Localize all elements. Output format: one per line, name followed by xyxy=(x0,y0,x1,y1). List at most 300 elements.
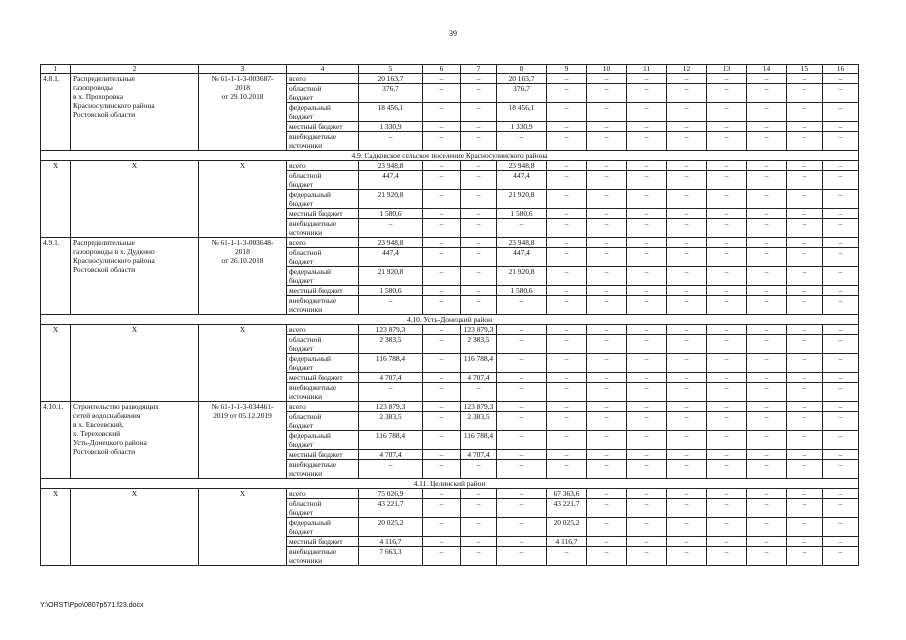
value-cell: – xyxy=(747,499,787,518)
funding-source-line: местный бюджет xyxy=(289,209,343,218)
document-reference-line: № 61-1-1-3-034461- xyxy=(211,402,274,411)
value-cell: – xyxy=(587,161,627,171)
value-cell: – xyxy=(587,219,627,238)
funding-source-line: источники xyxy=(289,469,323,478)
value-cell: – xyxy=(747,161,787,171)
funding-source xyxy=(287,209,359,219)
value-cell: – xyxy=(747,431,787,450)
value-cell: – xyxy=(587,209,627,219)
value-cell: – xyxy=(667,412,707,431)
funding-source-line: всего xyxy=(289,489,306,498)
funding-source xyxy=(287,537,359,547)
object-name xyxy=(71,161,199,238)
value-cell: 4 707,4 xyxy=(461,450,497,460)
value-cell: 376,7 xyxy=(497,84,547,103)
value-cell: – xyxy=(423,238,461,248)
value-cell: 4 707,4 xyxy=(461,373,497,383)
value-cell: – xyxy=(747,84,787,103)
value-cell: 1 330,9 xyxy=(497,122,547,132)
item-number: 4.10.1. xyxy=(41,402,71,479)
value-cell: – xyxy=(667,238,707,248)
value-cell: – xyxy=(707,489,747,499)
value-cell: – xyxy=(587,132,627,151)
value-cell: – xyxy=(787,537,823,547)
value-cell: – xyxy=(497,499,547,518)
value-cell: 18 456,1 xyxy=(359,103,423,122)
funding-source-line: местный бюджет xyxy=(289,122,343,131)
funding-source xyxy=(287,460,359,479)
value-cell: – xyxy=(497,431,547,450)
value-cell: – xyxy=(497,460,547,479)
value-cell: – xyxy=(823,296,859,315)
value-cell: – xyxy=(359,132,423,151)
value-cell: – xyxy=(667,373,707,383)
value-cell: – xyxy=(627,373,667,383)
value-cell: – xyxy=(707,286,747,296)
value-cell: – xyxy=(359,383,423,402)
value-cell: – xyxy=(359,460,423,479)
value-cell: – xyxy=(787,412,823,431)
value-cell: – xyxy=(587,325,627,335)
value-cell: – xyxy=(627,171,667,190)
value-cell: – xyxy=(707,412,747,431)
value-cell: – xyxy=(497,518,547,537)
file-path-footer: Y:\ORST\Ppo\0807p571.f23.docx xyxy=(40,602,144,609)
document-reference-line: X xyxy=(239,161,246,170)
value-cell: – xyxy=(497,412,547,431)
value-cell: – xyxy=(667,354,707,373)
value-cell: 21 920,8 xyxy=(359,190,423,209)
value-cell: – xyxy=(747,190,787,209)
value-cell: – xyxy=(707,84,747,103)
object-name xyxy=(71,325,199,402)
object-name-line: газопроводы в х. Дудкино xyxy=(73,247,155,256)
value-cell: – xyxy=(707,122,747,132)
value-cell: 1 580,6 xyxy=(359,286,423,296)
value-cell: – xyxy=(747,450,787,460)
table-body xyxy=(41,65,859,566)
value-cell: – xyxy=(787,518,823,537)
funding-source xyxy=(287,373,359,383)
value-cell: – xyxy=(423,383,461,402)
document-reference-line: от 29.10.2018 xyxy=(221,92,264,101)
value-cell: – xyxy=(667,489,707,499)
value-cell: – xyxy=(497,383,547,402)
value-cell: – xyxy=(627,103,667,122)
value-cell: – xyxy=(787,132,823,151)
value-cell: – xyxy=(787,499,823,518)
funding-source-line: местный бюджет xyxy=(289,373,343,382)
value-cell: – xyxy=(423,499,461,518)
item-number: 4.8.1. xyxy=(41,74,71,151)
value-cell: – xyxy=(787,354,823,373)
value-cell: – xyxy=(707,383,747,402)
funding-source-line: всего xyxy=(289,402,306,411)
value-cell: 21 920,8 xyxy=(497,190,547,209)
value-cell: – xyxy=(707,431,747,450)
value-cell: – xyxy=(823,219,859,238)
value-cell: – xyxy=(547,412,587,431)
value-cell: – xyxy=(423,248,461,267)
value-cell: – xyxy=(823,84,859,103)
value-cell: – xyxy=(423,354,461,373)
value-cell: – xyxy=(587,74,627,84)
value-cell: – xyxy=(587,547,627,566)
page-number: 39 xyxy=(449,29,457,38)
value-cell: – xyxy=(587,122,627,132)
value-cell: – xyxy=(497,335,547,354)
value-cell: – xyxy=(587,296,627,315)
value-cell: – xyxy=(747,286,787,296)
value-cell: – xyxy=(747,209,787,219)
value-cell: – xyxy=(587,286,627,296)
object-name-line: в х. Прохоровка xyxy=(73,92,124,101)
value-cell: – xyxy=(587,499,627,518)
value-cell: – xyxy=(707,171,747,190)
value-cell: 21 920,8 xyxy=(359,267,423,286)
table-row xyxy=(41,74,859,84)
value-cell: – xyxy=(823,267,859,286)
value-cell: 21 920,8 xyxy=(497,267,547,286)
value-cell: – xyxy=(587,412,627,431)
funding-source-line: бюджет xyxy=(289,180,314,189)
value-cell: – xyxy=(497,325,547,335)
value-cell: – xyxy=(787,209,823,219)
value-cell: – xyxy=(747,402,787,412)
value-cell: – xyxy=(587,402,627,412)
object-name-line: Строительство разводящих xyxy=(73,402,159,411)
value-cell: – xyxy=(423,267,461,286)
value-cell: – xyxy=(823,412,859,431)
value-cell: – xyxy=(787,296,823,315)
value-cell: – xyxy=(707,460,747,479)
value-cell: – xyxy=(667,383,707,402)
value-cell: – xyxy=(627,161,667,171)
value-cell: – xyxy=(627,335,667,354)
funding-source-line: областной xyxy=(289,499,322,508)
value-cell: – xyxy=(461,74,497,84)
value-cell: – xyxy=(787,248,823,267)
value-cell: – xyxy=(667,431,707,450)
object-name-line: X xyxy=(131,325,138,334)
value-cell: – xyxy=(787,402,823,412)
value-cell: – xyxy=(423,450,461,460)
funding-source-line: местный бюджет xyxy=(289,450,343,459)
value-cell: – xyxy=(587,460,627,479)
value-cell: – xyxy=(423,460,461,479)
value-cell: – xyxy=(423,132,461,151)
value-cell: – xyxy=(747,248,787,267)
value-cell: – xyxy=(787,460,823,479)
value-cell: – xyxy=(707,248,747,267)
funding-source-line: областной xyxy=(289,335,322,344)
value-cell: – xyxy=(747,547,787,566)
funding-source xyxy=(287,431,359,450)
value-cell: – xyxy=(423,296,461,315)
value-cell: – xyxy=(823,161,859,171)
value-cell: 2 383,5 xyxy=(359,335,423,354)
object-name-line: Красносулинского района xyxy=(73,101,155,110)
section-header-row xyxy=(41,479,859,489)
value-cell: – xyxy=(667,267,707,286)
value-cell: – xyxy=(707,161,747,171)
value-cell: – xyxy=(547,238,587,248)
value-cell: – xyxy=(707,450,747,460)
value-cell: – xyxy=(587,354,627,373)
investment-table xyxy=(40,64,859,566)
value-cell: – xyxy=(461,286,497,296)
value-cell: – xyxy=(787,190,823,209)
value-cell: – xyxy=(667,190,707,209)
value-cell: – xyxy=(547,286,587,296)
value-cell: 18 456,1 xyxy=(497,103,547,122)
funding-source xyxy=(287,267,359,286)
value-cell: – xyxy=(423,209,461,219)
funding-source-line: федеральный xyxy=(289,354,331,363)
value-cell: – xyxy=(823,238,859,248)
value-cell: 23 948,8 xyxy=(359,161,423,171)
value-cell: – xyxy=(423,190,461,209)
value-cell: – xyxy=(627,489,667,499)
value-cell: – xyxy=(497,547,547,566)
value-cell: – xyxy=(497,373,547,383)
value-cell: – xyxy=(497,354,547,373)
value-cell: – xyxy=(787,238,823,248)
value-cell: – xyxy=(461,122,497,132)
item-number: X xyxy=(41,325,71,402)
value-cell: – xyxy=(587,248,627,267)
funding-source-line: всего xyxy=(289,238,306,247)
value-cell: – xyxy=(667,132,707,151)
value-cell: – xyxy=(747,238,787,248)
column-number: 16 xyxy=(823,65,859,74)
document-reference-line: № 61-1-1-3-003648- xyxy=(211,238,274,247)
document-reference xyxy=(199,489,287,566)
value-cell: – xyxy=(423,335,461,354)
funding-source-line: федеральный xyxy=(289,518,331,527)
value-cell: – xyxy=(787,103,823,122)
value-cell: – xyxy=(707,518,747,537)
funding-source xyxy=(287,412,359,431)
value-cell: – xyxy=(547,248,587,267)
value-cell: – xyxy=(667,547,707,566)
value-cell: – xyxy=(823,354,859,373)
value-cell: 43 221,7 xyxy=(359,499,423,518)
value-cell: 67 363,6 xyxy=(547,489,587,499)
value-cell: – xyxy=(667,537,707,547)
funding-source-line: федеральный xyxy=(289,431,331,440)
value-cell: – xyxy=(823,190,859,209)
value-cell: 4 707,4 xyxy=(359,373,423,383)
value-cell: 75 026,9 xyxy=(359,489,423,499)
funding-source xyxy=(287,103,359,122)
value-cell: – xyxy=(707,209,747,219)
value-cell: – xyxy=(547,84,587,103)
value-cell: – xyxy=(587,335,627,354)
object-name-line: X xyxy=(131,161,138,170)
value-cell: – xyxy=(747,354,787,373)
section-title: 4.10. Усть-Донецкий район xyxy=(41,315,859,325)
funding-source xyxy=(287,383,359,402)
funding-source xyxy=(287,450,359,460)
value-cell: – xyxy=(497,489,547,499)
funding-source-line: бюджет xyxy=(289,527,314,536)
value-cell: – xyxy=(707,335,747,354)
value-cell: – xyxy=(461,267,497,286)
document-reference xyxy=(199,74,287,151)
funding-source-line: федеральный xyxy=(289,103,331,112)
value-cell: – xyxy=(627,537,667,547)
value-cell: – xyxy=(787,74,823,84)
funding-source xyxy=(287,122,359,132)
value-cell: – xyxy=(823,499,859,518)
document-reference-line: 2018 xyxy=(235,247,250,256)
value-cell: – xyxy=(627,325,667,335)
value-cell: – xyxy=(461,219,497,238)
value-cell: – xyxy=(461,460,497,479)
value-cell: – xyxy=(461,296,497,315)
object-name-line: газопроводы xyxy=(73,83,113,92)
document-reference xyxy=(199,402,287,479)
value-cell: 376,7 xyxy=(359,84,423,103)
funding-source xyxy=(287,161,359,171)
value-cell: – xyxy=(823,402,859,412)
value-cell: – xyxy=(461,84,497,103)
column-number: 14 xyxy=(747,65,787,74)
funding-source-line: внебюджетные xyxy=(289,219,337,228)
value-cell: – xyxy=(787,84,823,103)
funding-source-line: областной xyxy=(289,412,322,421)
value-cell: – xyxy=(547,219,587,238)
value-cell: – xyxy=(667,209,707,219)
value-cell: – xyxy=(823,132,859,151)
value-cell: – xyxy=(461,518,497,537)
value-cell: – xyxy=(823,209,859,219)
value-cell: – xyxy=(423,373,461,383)
section-header-row xyxy=(41,151,859,161)
value-cell: – xyxy=(787,335,823,354)
funding-source-line: федеральный xyxy=(289,267,331,276)
value-cell: – xyxy=(823,122,859,132)
value-cell: 1 580,6 xyxy=(497,286,547,296)
value-cell: – xyxy=(423,518,461,537)
value-cell: – xyxy=(823,103,859,122)
value-cell: 447,4 xyxy=(359,171,423,190)
funding-source-line: бюджет xyxy=(289,276,314,285)
document-reference-line: № 61-1-1-3-003687- xyxy=(211,74,274,83)
value-cell: – xyxy=(497,402,547,412)
value-cell: – xyxy=(747,325,787,335)
funding-source-line: всего xyxy=(289,74,306,83)
value-cell: – xyxy=(707,373,747,383)
column-number: 10 xyxy=(587,65,627,74)
value-cell: – xyxy=(747,489,787,499)
section-header-row xyxy=(41,315,859,325)
value-cell: – xyxy=(787,325,823,335)
funding-source-line: внебюджетные xyxy=(289,460,337,469)
funding-source xyxy=(287,402,359,412)
value-cell: – xyxy=(461,499,497,518)
object-name xyxy=(71,74,199,151)
value-cell: – xyxy=(627,286,667,296)
value-cell: – xyxy=(823,373,859,383)
funding-source xyxy=(287,132,359,151)
value-cell: – xyxy=(707,190,747,209)
funding-source-line: бюджет xyxy=(289,199,314,208)
value-cell: – xyxy=(747,132,787,151)
value-cell: – xyxy=(787,219,823,238)
value-cell: – xyxy=(627,132,667,151)
value-cell: – xyxy=(747,460,787,479)
value-cell: – xyxy=(747,103,787,122)
funding-source xyxy=(287,190,359,209)
value-cell: – xyxy=(667,325,707,335)
value-cell: – xyxy=(667,335,707,354)
object-name xyxy=(71,402,199,479)
value-cell: – xyxy=(587,190,627,209)
value-cell: – xyxy=(627,431,667,450)
value-cell: – xyxy=(587,103,627,122)
document-reference-line: 2019 от 05.12.2019 xyxy=(213,411,272,420)
value-cell: – xyxy=(627,122,667,132)
table-row xyxy=(41,161,859,171)
value-cell: – xyxy=(547,354,587,373)
value-cell: 20 025,2 xyxy=(547,518,587,537)
value-cell: – xyxy=(359,219,423,238)
column-number: 12 xyxy=(667,65,707,74)
value-cell: – xyxy=(747,267,787,286)
funding-source-line: источники xyxy=(289,141,323,150)
value-cell: – xyxy=(707,402,747,412)
table-row xyxy=(41,402,859,412)
value-cell: – xyxy=(547,209,587,219)
funding-source-line: источники xyxy=(289,556,323,565)
column-number: 6 xyxy=(423,65,461,74)
value-cell: 20 025,2 xyxy=(359,518,423,537)
value-cell: – xyxy=(461,161,497,171)
value-cell: – xyxy=(461,190,497,209)
value-cell: 20 163,7 xyxy=(359,74,423,84)
funding-source-line: бюджет xyxy=(289,508,314,517)
value-cell: – xyxy=(547,450,587,460)
value-cell: – xyxy=(787,161,823,171)
value-cell: – xyxy=(747,518,787,537)
value-cell: – xyxy=(423,161,461,171)
value-cell: – xyxy=(627,547,667,566)
value-cell: – xyxy=(667,450,707,460)
value-cell: – xyxy=(823,325,859,335)
value-cell: – xyxy=(547,325,587,335)
document-reference xyxy=(199,325,287,402)
value-cell: – xyxy=(707,325,747,335)
funding-source-line: внебюджетные xyxy=(289,547,337,556)
value-cell: – xyxy=(787,450,823,460)
value-cell: – xyxy=(823,450,859,460)
value-cell: – xyxy=(823,431,859,450)
funding-source-line: федеральный xyxy=(289,190,331,199)
value-cell: – xyxy=(787,489,823,499)
column-number: 5 xyxy=(359,65,423,74)
value-cell: – xyxy=(823,74,859,84)
funding-source-line: бюджет xyxy=(289,440,314,449)
value-cell: – xyxy=(587,383,627,402)
value-cell: – xyxy=(627,518,667,537)
funding-source xyxy=(287,74,359,84)
value-cell: – xyxy=(423,74,461,84)
value-cell: 116 788,4 xyxy=(359,354,423,373)
object-name xyxy=(71,489,199,566)
value-cell: – xyxy=(787,286,823,296)
